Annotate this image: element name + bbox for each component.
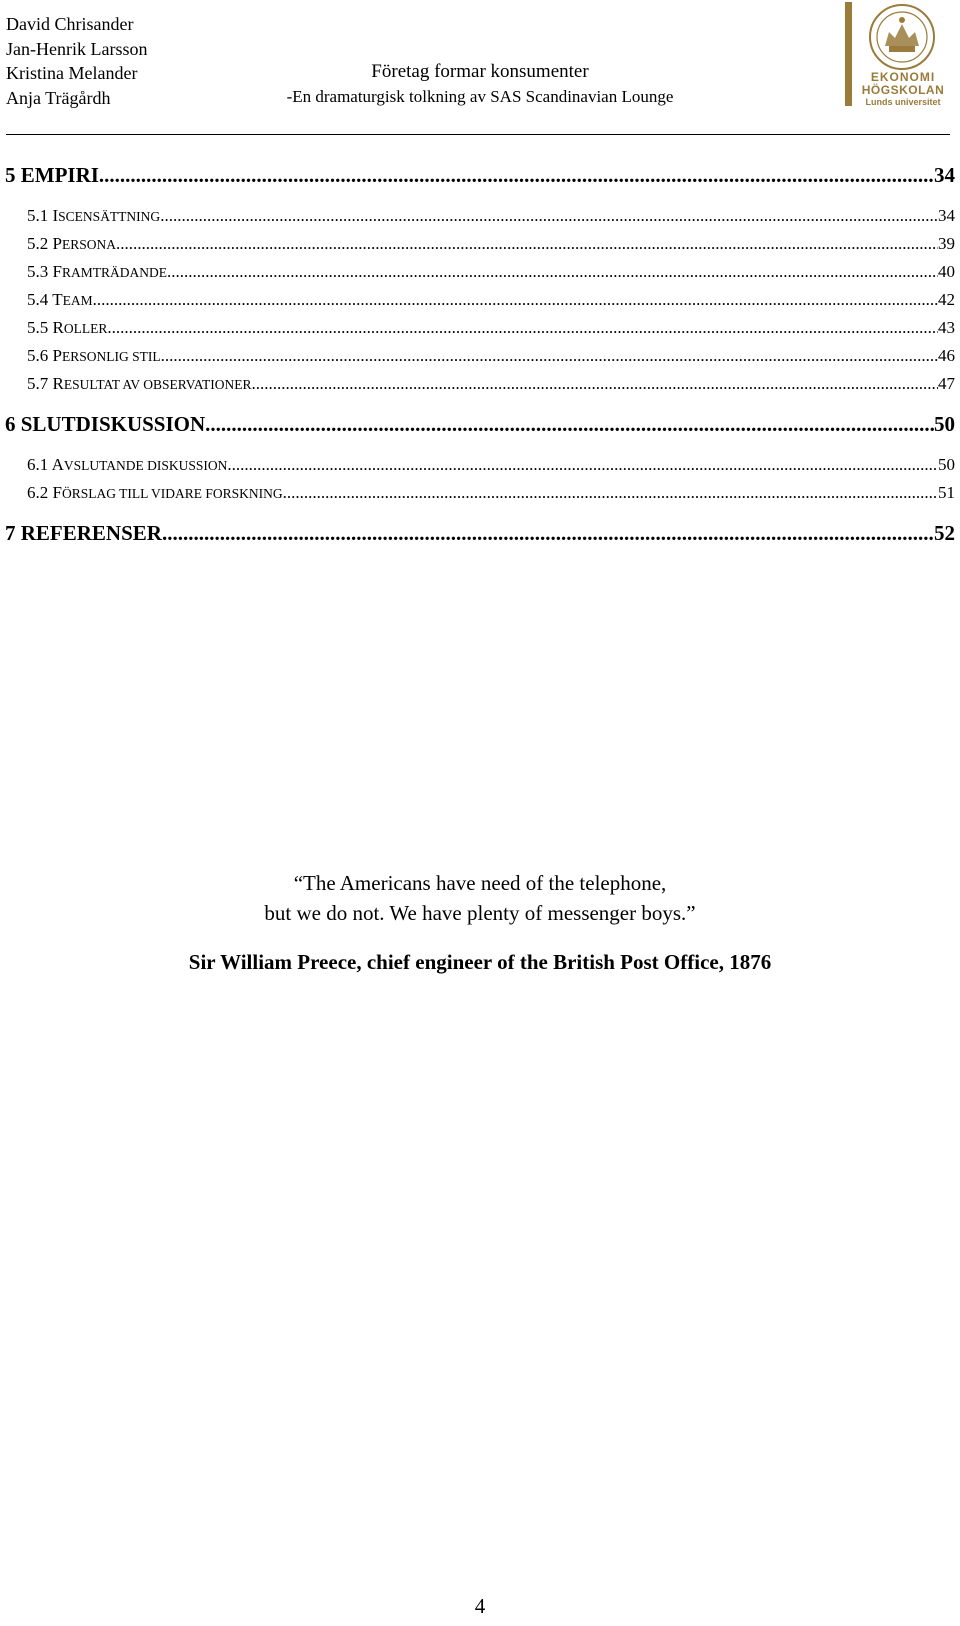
toc-entry-label: 6 SLUTDISKUSSION	[5, 412, 206, 436]
toc-entry-page: 50	[938, 455, 955, 474]
toc-entry-page: 39	[938, 234, 955, 253]
toc-entry-5-3-framtradande[interactable]	[27, 262, 955, 282]
toc-entry-5-6-personlig-stil[interactable]	[27, 346, 955, 366]
toc-entry-page: 34	[938, 206, 955, 225]
author-name: Anja Trägårdh	[6, 87, 111, 108]
page-number: 4	[474, 1594, 486, 1618]
toc-entry-5-1-iscensattning[interactable]	[27, 206, 955, 226]
toc-entry-label: 6.2 FÖRSLAG TILL VIDARE FORSKNING	[27, 483, 283, 502]
toc-entry-5-empiri[interactable]	[5, 163, 955, 188]
toc-entry-6-2-forslag[interactable]	[27, 483, 955, 503]
toc-entry-page: 43	[938, 318, 955, 337]
quote-line: but we do not. We have plenty of messenger boys.”	[264, 901, 696, 925]
toc-entry-5-2-persona[interactable]	[27, 234, 955, 254]
toc-entry-6-slutdiskussion[interactable]	[5, 412, 955, 437]
toc-entry-label: 5.2 PERSONA	[27, 234, 116, 253]
toc-entry-5-7-resultat[interactable]	[27, 374, 955, 394]
university-seal-icon	[870, 5, 934, 69]
toc-entry-5-5-roller[interactable]	[27, 318, 955, 338]
author-name: David Chrisander	[6, 14, 134, 34]
toc-entry-page: 51	[938, 483, 955, 502]
document-title: Företag formar konsumenter	[371, 61, 589, 82]
toc-entry-label: 5.6 PERSONLIG STIL	[27, 346, 161, 365]
toc-entry-label: 5.5 ROLLER	[27, 318, 108, 337]
toc-entry-label: 5.1 ISCENSÄTTNING	[27, 206, 161, 225]
toc-entry-page: 40	[938, 262, 955, 281]
toc-entry-page: 34	[934, 163, 955, 187]
quote-attribution: Sir William Preece, chief engineer of the British Post Office, 1876	[188, 950, 772, 974]
author-list	[6, 12, 147, 110]
quote-line: “The Americans have need of the telephone,	[293, 871, 667, 895]
author-name: Jan-Henrik Larsson	[6, 38, 148, 59]
toc-entry-label: 5.4 TEAM	[27, 290, 93, 309]
toc-entry-page: 42	[938, 290, 955, 309]
toc-entry-label: 7 REFERENSER	[5, 521, 162, 545]
toc-entry-7-referenser[interactable]	[5, 521, 955, 546]
toc-entry-page: 47	[938, 374, 955, 393]
header-divider	[6, 134, 950, 135]
toc-entry-6-1-avslutande[interactable]	[27, 455, 955, 475]
logo-text-ekonomi: EKONOMI	[870, 70, 936, 84]
toc-entry-label: 5.3 FRAMTRÄDANDE	[27, 262, 167, 281]
ekonomihogskolan-logo	[845, 2, 955, 110]
document-title-block	[255, 60, 705, 109]
logo-text-lund: Lunds universitet	[865, 97, 941, 107]
toc-entry-page: 52	[934, 521, 955, 545]
toc-entry-label: 6.1 AVSLUTANDE DISKUSSION	[27, 455, 228, 474]
document-subtitle: -En dramaturgisk tolkning av SAS Scandinavian Lounge	[286, 86, 674, 106]
toc-entry-page: 50	[934, 412, 955, 436]
epigraph-quote	[0, 868, 960, 928]
toc-entry-5-4-team[interactable]	[27, 290, 955, 310]
toc-entry-label: 5 EMPIRI	[5, 163, 99, 187]
author-name: Kristina Melander	[6, 63, 138, 83]
toc-entry-page: 46	[938, 346, 955, 365]
page-header	[0, 0, 960, 140]
toc-entry-label: 5.7 RESULTAT AV OBSERVATIONER	[27, 374, 252, 393]
logo-text-hogskolan: HÖGSKOLAN	[861, 83, 945, 97]
